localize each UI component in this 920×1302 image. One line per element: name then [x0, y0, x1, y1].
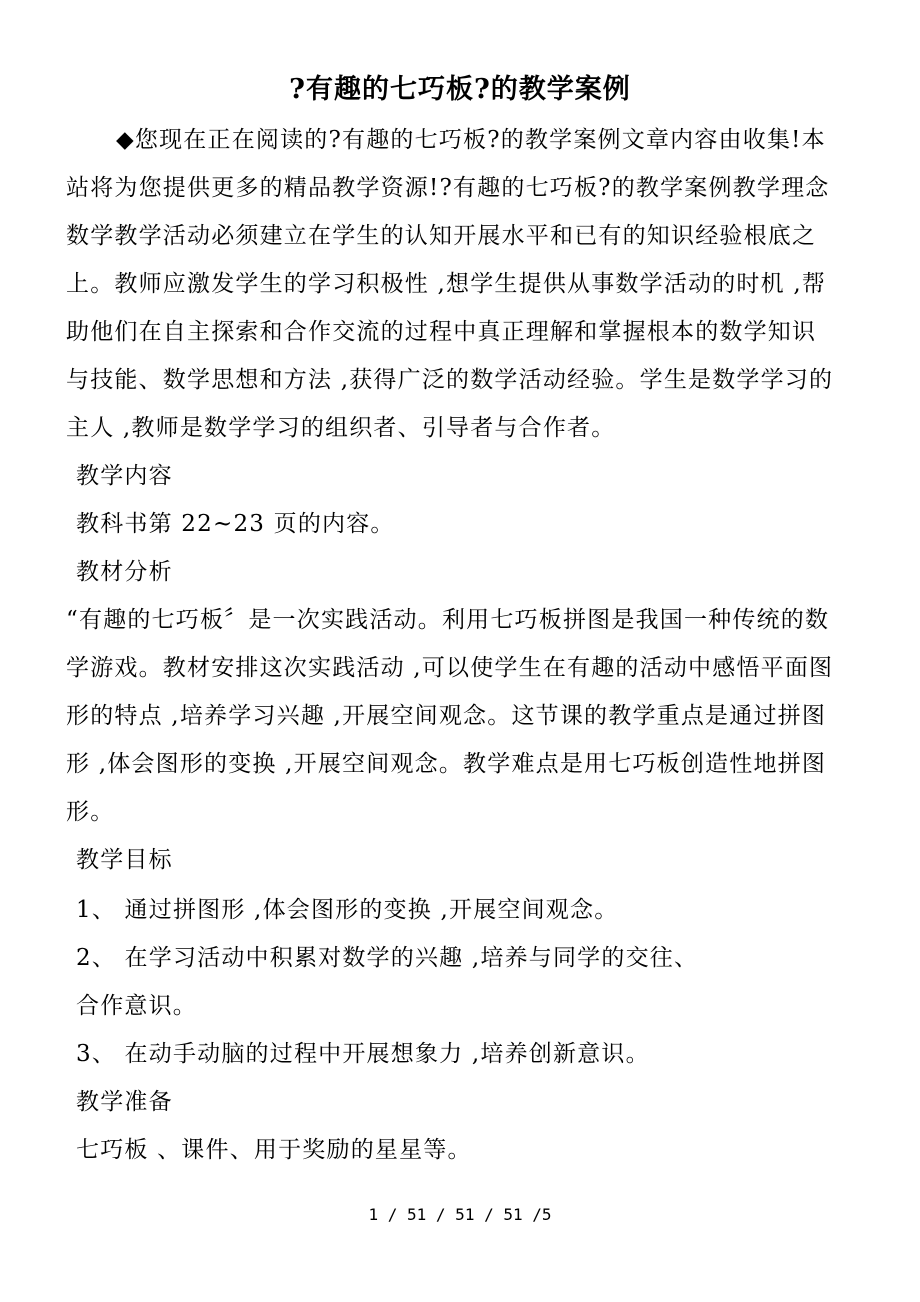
intro-line-3: 数学教学活动必须建立在学生的认知开展水平和已有的知识经验根底之: [66, 223, 817, 249]
goal-item-2: 2、 在学习活动中积累对数学的兴趣 ,培养与同学的交往、: [76, 945, 699, 971]
section-heading-content: 教学内容: [76, 463, 173, 489]
intro-line-6: 与技能、数学思想和方法 ,获得广泛的数学活动经验。学生是数学学习的: [66, 367, 834, 393]
analysis-line-1: “有趣的七巧板〞是一次实践活动。利用七巧板拼图是我国一种传统的数: [66, 607, 830, 633]
intro-line-4: 上。教师应激发学生的学习积极性 ,想学生提供从事数学活动的时机 ,帮: [66, 271, 827, 297]
goal-item-3: 3、 在动手动脑的过程中开展想象力 ,培养创新意识。: [76, 1041, 650, 1067]
analysis-line-4: 形 ,体会图形的变换 ,开展空间观念。教学难点是用七巧板创造性地拼图: [66, 751, 827, 777]
section-heading-analysis: 教材分析: [76, 559, 173, 585]
analysis-line-3: 形的特点 ,培养学习兴趣 ,开展空间观念。这节课的教学重点是通过拼图: [66, 703, 827, 729]
analysis-line-5: 形。: [66, 799, 115, 825]
page-footer: 1 / 51 / 51 / 51 /5: [368, 1205, 552, 1224]
intro-line-7: 主人 ,教师是数学学习的组织者、引导者与合作者。: [66, 415, 616, 441]
section-heading-prep: 教学准备: [76, 1089, 173, 1115]
goal-item-1: 1、 通过拼图形 ,体会图形的变换 ,开展空间观念。: [76, 897, 619, 923]
intro-line-1: ◆您现在正在阅读的?有趣的七巧板?的教学案例文章内容由收集!本: [116, 127, 826, 153]
analysis-line-2: 学游戏。教材安排这次实践活动 ,可以使学生在有趣的活动中感悟平面图: [66, 655, 834, 681]
section-heading-goals: 教学目标: [76, 847, 173, 873]
intro-line-2: 站将为您提供更多的精品教学资源!?有趣的七巧板?的教学案例教学理念: [66, 175, 830, 201]
document-title: ?有趣的七巧板?的教学案例: [289, 74, 631, 105]
intro-line-5: 助他们在自主探索和合作交流的过程中真正理解和掌握根本的数学知识: [66, 319, 817, 345]
section-text-prep: 七巧板 、课件、用于奖励的星星等。: [76, 1137, 472, 1163]
section-text-content: 教科书第 22~23 页的内容。: [76, 511, 395, 537]
goal-item-2-continued: 合作意识。: [76, 993, 197, 1019]
